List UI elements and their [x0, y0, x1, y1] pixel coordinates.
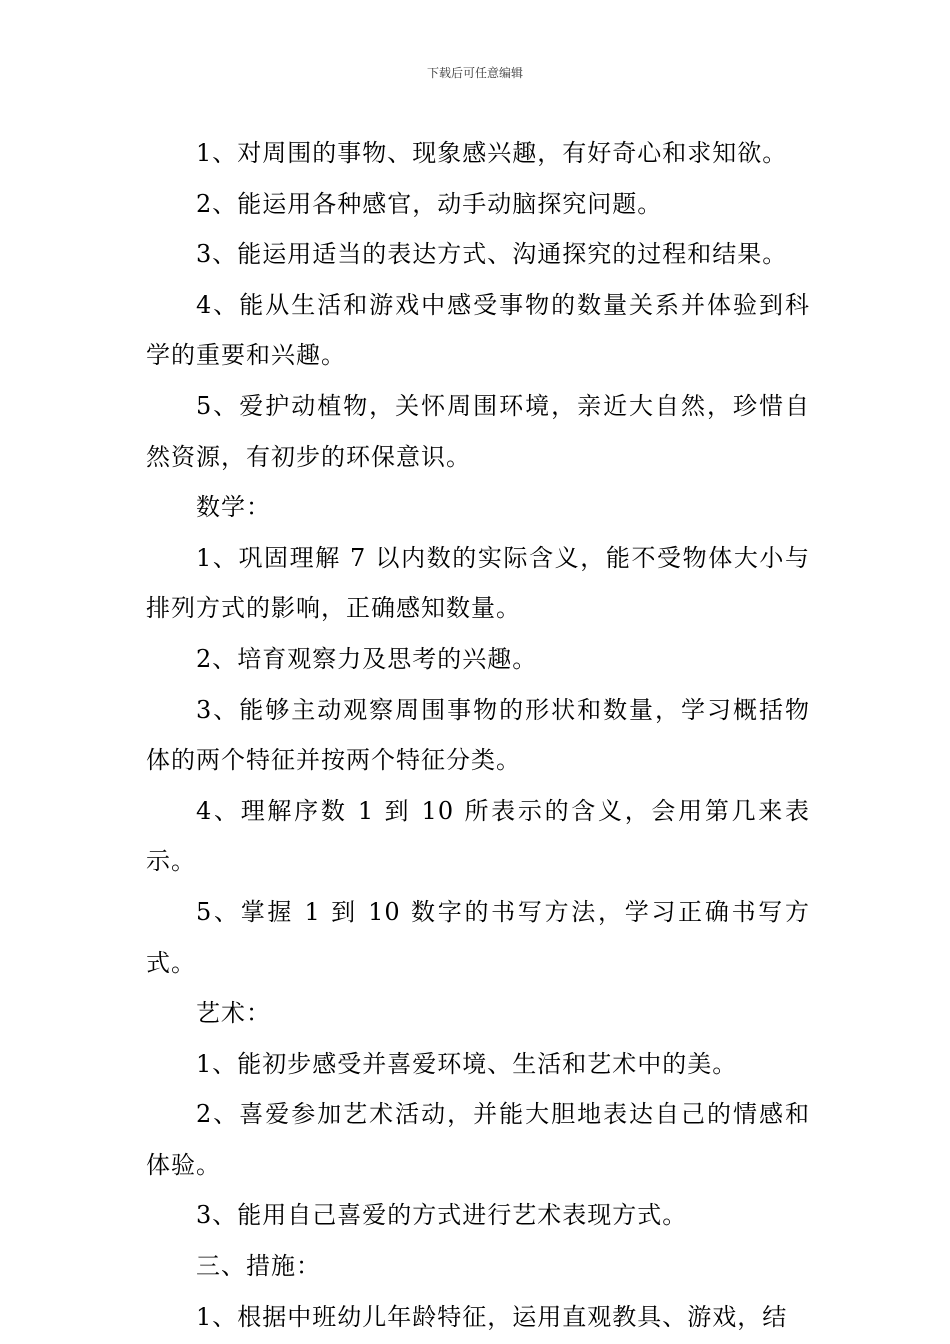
page-header: 下载后可任意编辑	[426, 66, 523, 80]
document-body	[146, 128, 810, 1342]
paragraph: 2、喜爱参加艺术活动，并能大胆地表达自己的情感和体验。	[146, 1100, 810, 1179]
paragraph: 1、对周围的事物、现象感兴趣，有好奇心和求知欲。	[196, 139, 788, 167]
paragraph: 3、能用自己喜爱的方式进行艺术表现方式。	[196, 1201, 688, 1230]
section-heading-math: 数学：	[196, 493, 271, 522]
section-heading-measures: 三、措施：	[196, 1252, 321, 1281]
paragraph: 5、掌握 1 到 10 数字的书写方法，学习正确书写方式。	[146, 897, 810, 977]
paragraph: 1、巩固理解 7 以内数的实际含义，能不受物体大小与排列方式的影响，正确感知数量。	[146, 543, 810, 623]
paragraph: 4、理解序数 1 到 10 所表示的含义，会用第几来表示。	[146, 796, 810, 876]
paragraph: 3、能运用适当的表达方式、沟通探究的过程和结果。	[196, 240, 788, 269]
paragraph: 5、爱护动植物，关怀周围环境，亲近大自然，珍惜自然资源，有初步的环保意识。	[146, 391, 810, 471]
paragraph: 2、能运用各种感官，动手动脑探究问题。	[196, 189, 663, 218]
paragraph: 3、能够主动观察周围事物的形状和数量，学习概括物体的两个特征并按两个特征分类。	[146, 695, 810, 775]
paragraph: 1、能初步感受并喜爱环境、生活和艺术中的美。	[196, 1049, 738, 1078]
paragraph: 4、能从生活和游戏中感受事物的数量关系并体验到科学的重要和兴趣。	[146, 290, 810, 370]
paragraph: 2、培育观察力及思考的兴趣。	[196, 644, 538, 673]
paragraph: 1、根据中班幼儿年龄特征，运用直观教具、游戏，结	[196, 1302, 788, 1331]
section-heading-art: 艺术：	[196, 999, 271, 1028]
